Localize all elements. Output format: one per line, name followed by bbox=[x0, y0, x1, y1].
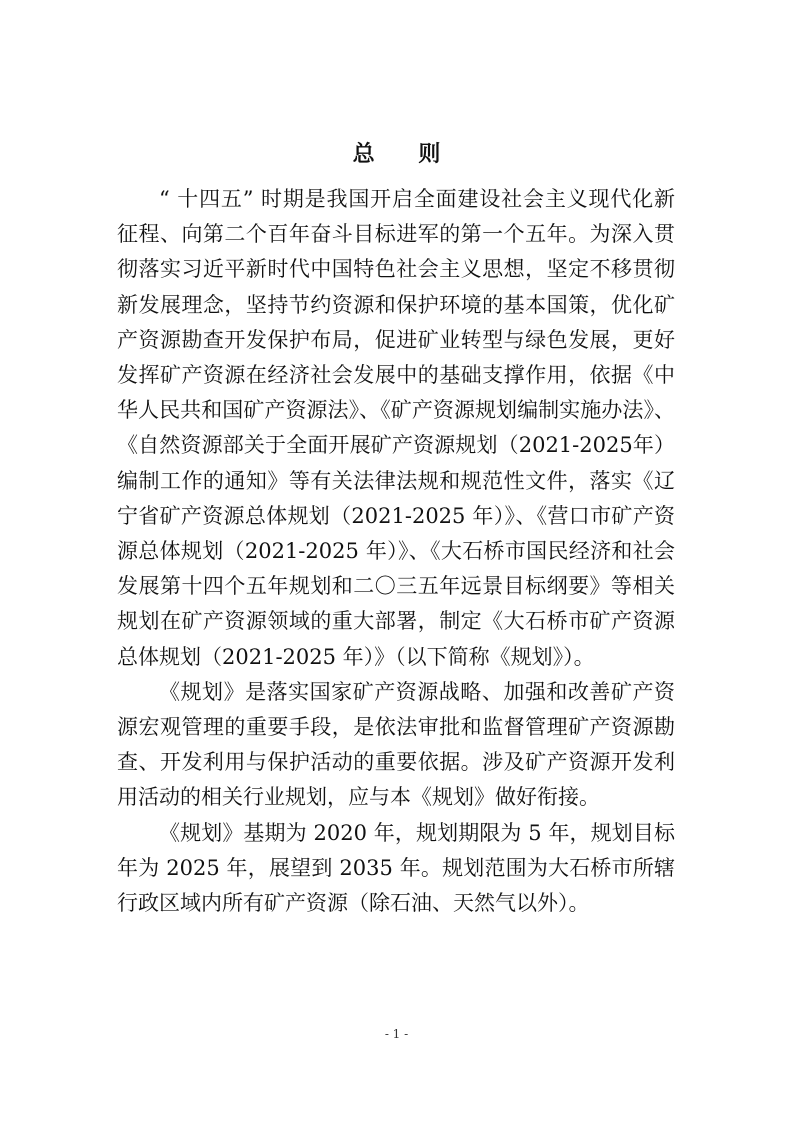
paragraph-role: 《规划》是落实国家矿产资源战略、加强和改善矿产资源宏观管理的重要手段，是依法审批和监督管理矿产资源勘查、开发利用与保护活动的重要依据。涉及矿产资源开发利用活动的相关行业规划，应与本《规划》做好衔接。 bbox=[117, 679, 675, 810]
body-text bbox=[117, 182, 675, 921]
page-number: - 1 - bbox=[384, 1027, 409, 1041]
paragraph-intro: “ 十四五” 时期是我国开启全面建设社会主义现代化新征程、向第二个百年奋斗目标进军的第一个五年。为深入贯彻落实习近平新时代中国特色社会主义思想，坚定不移贯彻新发展理念，坚持节约资源和保护环境的基本国策，优化矿产资源勘查开发保护布局，促进矿业转型与绿色发展，更好发挥矿产资源在经济社会发展中的基础支撑作用，依据《中华人民共和国矿产资源法》、《矿产资源规划编制实施办法》、《自然资源部关于全面开展矿产资源规划（2021-2025年）编制工作的通知》等有关法律法规和规范性文件，落实《辽宁省矿产资源总体规划（2021-2025 年）》、《营口市矿产资源总体规划（2021-2025 年）》、《大石桥市国民经济和社会发展第十四个五年规划和二〇三五年远景目标纲要》等相关规划在矿产资源领域的重大部署，制定《大石桥市矿产资源总体规划（2021-2025 年）》（以下简称《规划》）。 bbox=[117, 187, 675, 669]
page-title: 总 则 bbox=[352, 140, 459, 167]
paragraph-period-scope: 《规划》基期为 2020 年，规划期限为 5 年，规划目标年为 2025 年，展望到 2035 年。规划范围为大石桥市所辖行政区域内所有矿产资源（除石油、天然气以外）。 bbox=[117, 820, 675, 916]
